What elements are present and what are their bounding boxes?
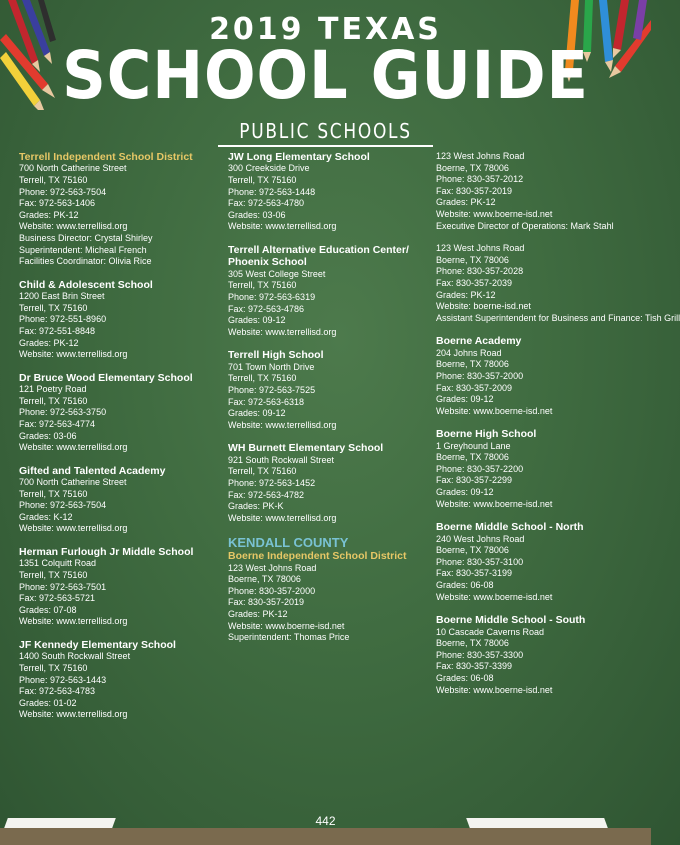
school-detail-line: Phone: 830-357-2028 <box>436 266 524 277</box>
school-detail-line: Website: boerne-isd.net <box>436 301 531 312</box>
school-detail-line: Website: www.terrellisd.org <box>19 442 128 453</box>
school-detail-line: 1400 South Rockwall Street <box>19 651 131 662</box>
school-entry <box>19 546 219 628</box>
school-detail-line: Fax: 830-357-2019 <box>436 185 513 196</box>
school-detail-line: 1200 East Brin Street <box>19 291 105 302</box>
school-detail-line: Terrell, TX 75160 <box>228 466 297 477</box>
school-name: Boerne High School <box>436 428 537 441</box>
school-detail-line: Boerne, TX 78006 <box>436 452 509 463</box>
school-name: Boerne Middle School - North <box>436 521 584 534</box>
school-detail-line: Phone: 972-563-3750 <box>19 407 107 418</box>
guide-title: SCHOOL GUIDE <box>62 37 589 114</box>
school-detail-line: Fax: 972-563-4780 <box>228 198 305 209</box>
guide-year-heading: 2019 TEXAS <box>209 12 442 47</box>
school-detail-line: Phone: 972-563-7504 <box>19 500 107 511</box>
school-detail-line: Grades: K-12 <box>19 511 73 522</box>
school-detail-line: 1351 Colquitt Road <box>19 558 97 569</box>
school-detail-line: Fax: 972-563-5721 <box>19 593 96 604</box>
school-detail-line: Phone: 830-357-3300 <box>436 649 524 660</box>
school-entry <box>228 244 428 338</box>
school-detail-line: Fax: 972-551-8848 <box>19 325 96 336</box>
school-name: Herman Furlough Jr Middle School <box>19 546 194 559</box>
school-detail-line: Terrell, TX 75160 <box>19 395 88 406</box>
district-detail-line: Boerne, TX 78006 <box>228 574 301 585</box>
school-name: Dr Bruce Wood Elementary School <box>19 371 193 384</box>
section-subtitle: PUBLIC SCHOOLS <box>239 119 412 143</box>
school-detail-line: Website: www.terrellisd.org <box>228 512 337 523</box>
school-detail-line: Terrell, TX 75160 <box>19 175 88 185</box>
school-detail-line: Fax: 830-357-3199 <box>436 568 513 579</box>
district-detail-line: 123 West Johns Road <box>228 562 317 573</box>
school-detail-line: Fax: 972-563-6318 <box>228 396 305 407</box>
school-detail-line: Executive Director of Operations: Mark Stahl <box>436 220 614 231</box>
school-detail-line: Grades: PK-12 <box>19 337 79 348</box>
school-detail-line: Fax: 972-563-4774 <box>19 418 96 429</box>
county-heading: KENDALL COUNTY <box>228 535 349 551</box>
school-detail-line: 701 Town North Drive <box>228 361 315 372</box>
school-detail-line: Boerne, TX 78006 <box>436 254 509 265</box>
school-detail-line: Terrell, TX 75160 <box>19 570 88 581</box>
school-detail-line: Phone: 972-563-6319 <box>228 291 316 302</box>
page-number: 442 <box>315 814 336 828</box>
school-detail-line: Phone: 972-563-1452 <box>228 477 316 488</box>
school-detail-line: Website: www.terrellisd.org <box>19 709 128 720</box>
district-detail-line: Website: www.boerne-isd.net <box>228 620 345 631</box>
school-detail-line: 700 North Catherine Street <box>19 477 127 488</box>
school-detail-line: Fax: 972-563-1406 <box>19 198 96 209</box>
school-detail-line: Grades: PK-K <box>228 501 284 512</box>
chalkboard-ledge <box>0 828 651 845</box>
school-detail-line: Grades: 03-06 <box>228 209 286 220</box>
school-detail-line: Terrell, TX 75160 <box>228 373 297 384</box>
school-detail-line: Phone: 830-357-2000 <box>436 370 524 381</box>
school-name: Boerne Middle School - South <box>436 614 586 627</box>
school-detail-line: Business Director: Crystal Shirley <box>19 232 153 243</box>
school-detail-line: Website: www.boerne-isd.net <box>436 498 553 509</box>
school-detail-line: Grades: PK-12 <box>436 197 496 208</box>
school-name: JF Kennedy Elementary School <box>19 639 176 652</box>
school-detail-line: Phone: 830-357-2200 <box>436 463 524 474</box>
school-detail-line: Assistant Superintendent for Business and Finance: Tish Grill <box>436 312 680 323</box>
school-detail-line: Phone: 972-563-7501 <box>19 581 107 592</box>
school-detail-line: Fax: 830-357-3399 <box>436 661 513 672</box>
school-entry <box>19 279 219 361</box>
school-detail-line: Fax: 830-357-2039 <box>436 277 513 288</box>
school-detail-line: Fax: 830-357-2009 <box>436 382 513 393</box>
district-detail-line: Fax: 830-357-2019 <box>228 597 305 608</box>
school-detail-line: Boerne, TX 78006 <box>436 638 509 649</box>
subtitle-underline <box>218 145 433 147</box>
district-detail-line: Grades: PK-12 <box>228 609 288 620</box>
school-name: Gifted and Talented Academy <box>19 464 166 477</box>
school-name: JW Long Elementary School <box>228 151 370 163</box>
school-detail-line: Phone: 972-563-7504 <box>19 186 107 197</box>
school-detail-line: Fax: 972-563-4782 <box>228 489 305 500</box>
school-detail-line: 300 Creekside Drive <box>228 163 310 174</box>
district-heading: Boerne Independent School District <box>228 550 407 563</box>
school-detail-line: 123 West Johns Road <box>436 243 525 254</box>
school-detail-line: Terrell, TX 75160 <box>19 302 88 313</box>
school-detail-line: Grades: 01-02 <box>19 697 77 708</box>
school-detail-line: Terrell, TX 75160 <box>19 488 88 499</box>
school-detail-line: Grades: 09-12 <box>228 408 286 419</box>
school-entry <box>436 614 646 696</box>
school-detail-line: Terrell, TX 75160 <box>228 280 297 291</box>
school-detail-line: Grades: 03-06 <box>19 430 77 441</box>
school-detail-line: Boerne, TX 78006 <box>436 545 509 556</box>
school-detail-line: Website: www.terrellisd.org <box>228 326 337 337</box>
school-detail-line: Grades: 06-08 <box>436 673 494 683</box>
school-detail-line: 204 Johns Road <box>436 347 502 358</box>
school-detail-line: Grades: 06-08 <box>436 580 494 591</box>
school-detail-line: Website: www.terrellisd.org <box>19 616 128 627</box>
school-detail-line: Phone: 972-551-8960 <box>19 314 107 325</box>
school-entry <box>436 521 646 603</box>
school-detail-line: Phone: 830-357-3100 <box>436 556 524 567</box>
school-detail-line: Grades: 09-12 <box>436 487 494 498</box>
school-detail-line: Website: www.boerne-isd.net <box>436 208 553 219</box>
school-detail-line: Fax: 972-563-4783 <box>19 686 96 697</box>
school-detail-line: Website: www.boerne-isd.net <box>436 591 553 602</box>
district-detail-line: Superintendent: Thomas Price <box>228 632 350 643</box>
school-detail-line: Phone: 972-563-1443 <box>19 674 107 685</box>
school-detail-line: Phone: 972-563-7525 <box>228 384 316 395</box>
school-detail-line: 1 Greyhound Lane <box>436 440 511 451</box>
school-detail-line: Fax: 972-563-4786 <box>228 303 305 314</box>
school-detail-line: Boerne, TX 78006 <box>436 359 509 370</box>
school-detail-line: Website: www.terrellisd.org <box>19 349 128 360</box>
school-entry <box>228 349 428 431</box>
school-entry <box>19 639 219 721</box>
school-detail-line: Grades: 09-12 <box>228 315 286 326</box>
listing-column-2 <box>228 151 428 644</box>
school-detail-line: Superintendent: Micheal French <box>19 244 147 255</box>
district-detail-line: Phone: 830-357-2000 <box>228 585 316 596</box>
school-detail-line: Phone: 972-563-1448 <box>228 186 316 197</box>
school-detail-line: Website: www.boerne-isd.net <box>436 405 553 416</box>
school-name: Child & Adolescent School <box>19 278 153 291</box>
school-detail-line: Website: www.terrellisd.org <box>228 419 337 430</box>
school-detail-line: Website: www.terrellisd.org <box>19 523 128 534</box>
school-name: Terrell High School <box>228 349 324 362</box>
school-entry <box>436 243 680 324</box>
school-entry <box>436 151 646 232</box>
school-detail-line: 921 South Rockwall Street <box>228 454 335 465</box>
school-entry <box>19 372 219 454</box>
school-detail-line: Website: www.boerne-isd.net <box>436 684 553 695</box>
school-entry <box>228 442 428 524</box>
school-detail-line: Grades: 07-08 <box>19 604 77 615</box>
school-detail-line: 240 West Johns Road <box>436 533 525 544</box>
school-detail-line: Grades: PK-12 <box>19 209 79 220</box>
school-name: Terrell Independent School District <box>19 151 193 163</box>
school-detail-line: Website: www.terrellisd.org <box>228 221 337 232</box>
school-detail-line: Facilities Coordinator: Olivia Rice <box>19 256 152 267</box>
school-entry <box>436 335 646 417</box>
school-detail-line: Terrell, TX 75160 <box>228 175 297 185</box>
school-entry <box>19 465 219 535</box>
school-detail-line: 123 West Johns Road <box>436 151 525 161</box>
school-detail-line: Boerne, TX 78006 <box>436 162 509 173</box>
school-name: Boerne Academy <box>436 335 522 348</box>
school-detail-line: Phone: 830-357-2012 <box>436 174 524 185</box>
school-detail-line: 121 Poetry Road <box>19 384 87 395</box>
school-entry <box>228 151 428 233</box>
school-detail-line: Website: www.terrellisd.org <box>19 221 128 232</box>
school-detail-line: Terrell, TX 75160 <box>19 663 88 674</box>
school-detail-line: 10 Cascade Caverns Road <box>436 626 545 637</box>
school-entry <box>436 428 646 510</box>
school-name: Terrell Alternative Education Center/ Phoenix School <box>228 243 409 269</box>
school-detail-line: 700 North Catherine Street <box>19 163 127 174</box>
school-detail-line: Grades: PK-12 <box>436 289 496 300</box>
school-name: WH Burnett Elementary School <box>228 442 384 455</box>
listing-column-1 <box>19 151 219 732</box>
listing-column-3 <box>436 151 680 707</box>
school-detail-line: 305 West College Street <box>228 268 326 279</box>
school-detail-line: Fax: 830-357-2299 <box>436 475 513 486</box>
school-entry <box>19 151 219 268</box>
school-detail-line: Grades: 09-12 <box>436 394 494 405</box>
